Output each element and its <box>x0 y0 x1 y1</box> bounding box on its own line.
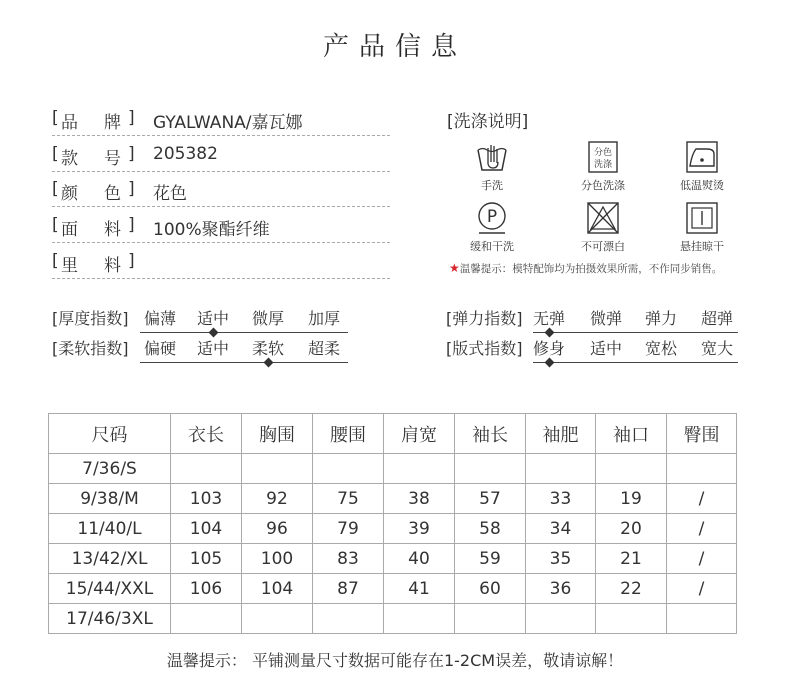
index-marker <box>264 358 274 368</box>
measurement-note: 温馨提示： 平铺测量尺寸数据可能存在1-2CM误差，敬请谅解！ <box>166 651 624 670</box>
info-value: 100%聚酯纤维 <box>153 220 270 240</box>
size-table <box>48 413 737 634</box>
wash-caption: 手洗 <box>481 179 503 192</box>
wash-item-hand-wash <box>452 140 532 193</box>
hand-wash-icon <box>475 140 509 174</box>
table-header-cell: 尺码 <box>49 414 171 454</box>
table-cell <box>526 454 596 484</box>
table-cell: 20 <box>596 514 667 544</box>
table-cell: 15/44/XXL <box>49 574 171 604</box>
table-cell: 96 <box>242 514 313 544</box>
table-row <box>49 574 737 604</box>
table-cell: 11/40/L <box>49 514 171 544</box>
table-header-cell: 衣长 <box>171 414 242 454</box>
line-dry-icon <box>685 201 719 235</box>
index-scale-line <box>533 362 738 363</box>
wash-item-dryclean <box>452 201 532 254</box>
thickness-index <box>52 304 352 332</box>
table-cell: 92 <box>242 484 313 514</box>
wash-item-no-bleach <box>563 201 643 254</box>
table-cell: 83 <box>313 544 384 574</box>
table-header-cell: 臀围 <box>667 414 737 454</box>
index-label: [厚度指数] <box>52 309 129 328</box>
info-value: 花色 <box>153 184 187 204</box>
index-scale-line <box>140 332 348 333</box>
table-cell <box>526 604 596 634</box>
index-option: 微厚 <box>252 309 285 328</box>
model-accessory-note: ★温馨提示：模特配饰均为拍摄效果所需，不作同步销售。 <box>449 261 723 275</box>
gentle-dryclean-icon <box>475 201 509 235</box>
index-option: 无弹 <box>533 309 566 328</box>
index-label: [版式指数] <box>446 339 523 358</box>
info-row-fabric: [ 面 料 ] 100%聚酯纤维 <box>52 213 390 243</box>
star-icon: ★ <box>449 261 460 275</box>
wash-caption: 分色洗涤 <box>581 179 625 192</box>
table-cell: 39 <box>384 514 455 544</box>
index-scale-line <box>140 362 348 363</box>
table-cell <box>171 604 242 634</box>
softness-index <box>52 334 352 362</box>
index-option: 加厚 <box>308 309 341 328</box>
table-cell: 100 <box>242 544 313 574</box>
table-cell <box>313 604 384 634</box>
table-cell: 40 <box>384 544 455 574</box>
table-cell: 58 <box>455 514 526 544</box>
table-cell <box>455 454 526 484</box>
wash-item-line-dry <box>662 201 742 254</box>
index-option: 宽松 <box>645 339 678 358</box>
index-option: 适中 <box>197 339 230 358</box>
table-cell <box>313 454 384 484</box>
index-option: 适中 <box>590 339 623 358</box>
table-header-cell: 袖肥 <box>526 414 596 454</box>
table-row <box>49 544 737 574</box>
low-iron-icon <box>685 140 719 174</box>
svg-text:P: P <box>486 207 498 227</box>
table-cell: 36 <box>526 574 596 604</box>
table-cell: 9/38/M <box>49 484 171 514</box>
wash-caption: 缓和干洗 <box>470 240 514 253</box>
table-cell: 57 <box>455 484 526 514</box>
separate-wash-icon <box>586 140 620 174</box>
table-row <box>49 454 737 484</box>
table-cell: 103 <box>171 484 242 514</box>
table-header-cell: 袖口 <box>596 414 667 454</box>
table-row <box>49 604 737 634</box>
index-scale-line <box>533 332 738 333</box>
table-header-cell: 腰围 <box>313 414 384 454</box>
table-cell: 17/46/3XL <box>49 604 171 634</box>
index-option: 柔软 <box>252 339 285 358</box>
table-cell: 35 <box>526 544 596 574</box>
table-cell: 104 <box>171 514 242 544</box>
table-cell <box>667 454 737 484</box>
table-cell <box>384 604 455 634</box>
svg-text:分色: 分色 <box>593 148 613 158</box>
index-label: [柔软指数] <box>52 339 129 358</box>
table-cell: 75 <box>313 484 384 514</box>
info-row-brand: [ 品 牌 ] GYALWANA/嘉瓦娜 <box>52 106 390 136</box>
table-cell <box>596 604 667 634</box>
svg-text:洗涤: 洗涤 <box>593 160 613 170</box>
table-cell: / <box>667 484 737 514</box>
table-cell <box>384 454 455 484</box>
table-cell: 22 <box>596 574 667 604</box>
index-option: 超柔 <box>308 339 341 358</box>
info-row-lining: [ 里 料 ] <box>52 249 390 279</box>
table-header-cell: 袖长 <box>455 414 526 454</box>
wash-caption: 不可漂白 <box>581 240 625 253</box>
index-option: 超弹 <box>701 309 734 328</box>
table-header-cell: 胸围 <box>242 414 313 454</box>
index-option: 偏薄 <box>144 309 177 328</box>
wash-item-separate <box>563 140 643 193</box>
index-option: 修身 <box>533 339 566 358</box>
index-option: 弹力 <box>645 309 678 328</box>
info-value: 205382 <box>153 144 218 164</box>
table-cell: 105 <box>171 544 242 574</box>
table-cell: / <box>667 574 737 604</box>
index-marker <box>545 358 555 368</box>
index-option: 偏硬 <box>144 339 177 358</box>
table-cell: 106 <box>171 574 242 604</box>
wash-title: [洗涤说明] <box>447 112 529 132</box>
fit-index <box>446 334 746 362</box>
elasticity-index <box>446 304 746 332</box>
table-cell: 60 <box>455 574 526 604</box>
table-cell: 34 <box>526 514 596 544</box>
index-option: 宽大 <box>701 339 734 358</box>
table-cell: 7/36/S <box>49 454 171 484</box>
table-row <box>49 514 737 544</box>
no-bleach-icon <box>586 201 620 235</box>
table-cell <box>596 454 667 484</box>
table-cell: 59 <box>455 544 526 574</box>
table-header-cell: 肩宽 <box>384 414 455 454</box>
table-cell: / <box>667 544 737 574</box>
table-cell <box>667 604 737 634</box>
index-option: 微弹 <box>590 309 623 328</box>
table-cell <box>242 454 313 484</box>
table-cell <box>242 604 313 634</box>
table-cell <box>171 454 242 484</box>
table-cell: 41 <box>384 574 455 604</box>
wash-caption: 悬挂晾干 <box>680 240 724 253</box>
table-cell: 38 <box>384 484 455 514</box>
info-row-color: [ 颜 色 ] 花色 <box>52 177 390 207</box>
info-value: GYALWANA/嘉瓦娜 <box>153 113 303 133</box>
table-row <box>49 484 737 514</box>
index-label: [弹力指数] <box>446 309 523 328</box>
table-cell: 79 <box>313 514 384 544</box>
table-cell: 21 <box>596 544 667 574</box>
page-title: 产品信息 <box>322 32 467 62</box>
info-row-style-no: [ 款 号 ] 205382 <box>52 142 390 172</box>
table-cell <box>455 604 526 634</box>
table-cell: 87 <box>313 574 384 604</box>
wash-caption: 低温熨烫 <box>680 179 724 192</box>
index-option: 适中 <box>197 309 230 328</box>
table-cell: 19 <box>596 484 667 514</box>
table-cell: 33 <box>526 484 596 514</box>
table-cell: 13/42/XL <box>49 544 171 574</box>
table-header-row <box>49 414 737 454</box>
table-cell: / <box>667 514 737 544</box>
wash-item-low-iron <box>662 140 742 193</box>
table-cell: 104 <box>242 574 313 604</box>
